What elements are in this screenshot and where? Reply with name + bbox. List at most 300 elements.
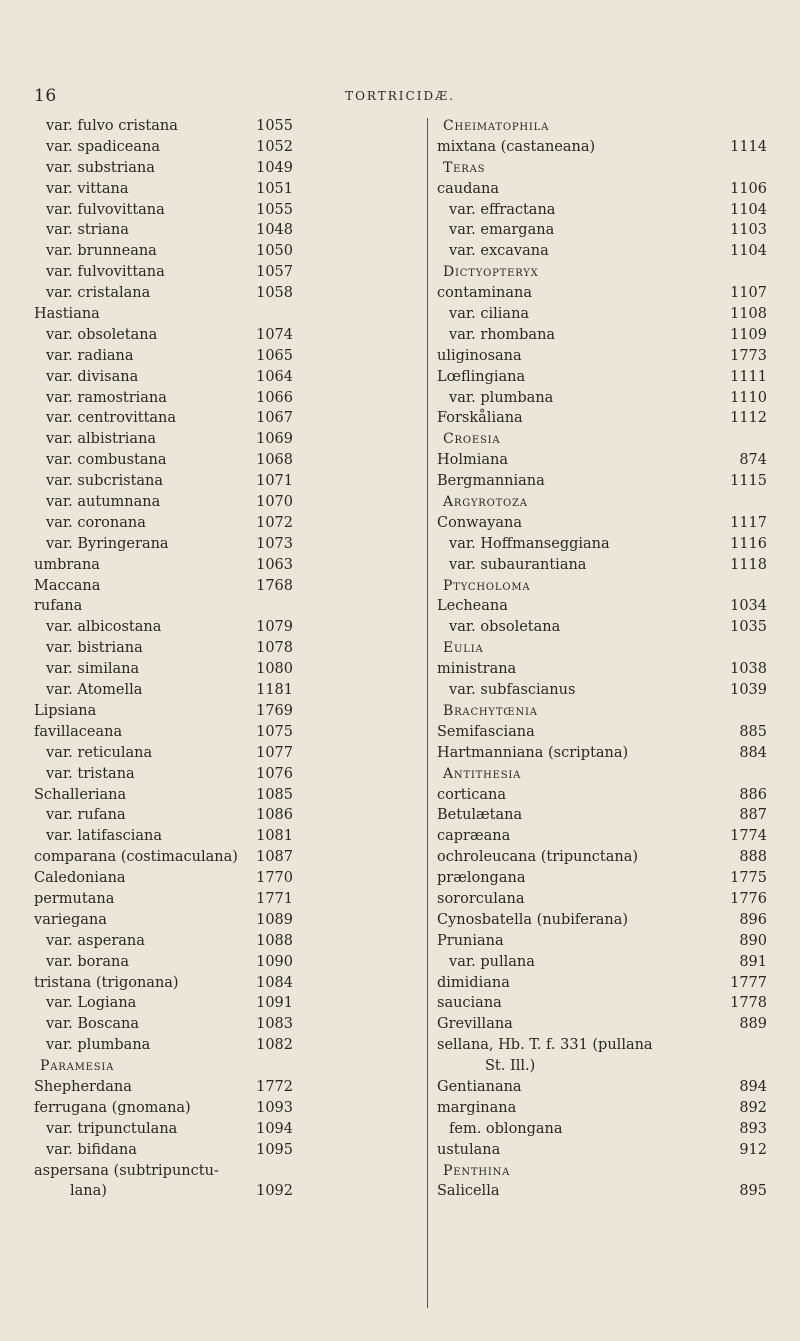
entry-number: 1038: [730, 661, 767, 678]
entry-name: Penthina: [443, 1162, 511, 1179]
index-entry: [437, 952, 767, 973]
genus-heading: [437, 429, 767, 450]
index-entry: [34, 1077, 424, 1098]
entry-name: Lœflingiana: [437, 368, 526, 385]
index-entry: [437, 1056, 767, 1077]
entry-number: 1091: [256, 995, 293, 1012]
entry-name: umbrana: [34, 556, 100, 573]
entry-number: 1069: [256, 431, 293, 448]
index-entry: [437, 973, 767, 994]
index-entry: [34, 367, 424, 388]
entry-number: 1075: [256, 723, 293, 740]
entry-number: 1078: [256, 640, 293, 657]
entry-name: var. Byringerana: [46, 535, 169, 552]
index-entry: [34, 283, 424, 304]
index-entry: [34, 910, 424, 931]
index-entry: [437, 534, 767, 555]
entry-name: var. subfascianus: [449, 682, 576, 699]
entry-name: var. fulvovittana: [46, 201, 165, 218]
entry-number: 890: [739, 932, 767, 949]
entry-name: Salicella: [437, 1183, 500, 1200]
entry-name: sauciana: [437, 995, 502, 1012]
index-entry: [437, 408, 767, 429]
entry-number: 894: [739, 1078, 767, 1095]
index-entry: [437, 450, 767, 471]
entry-number: 1052: [256, 138, 293, 155]
entry-name: Shepherdana: [34, 1078, 132, 1095]
entry-name: var. substriana: [46, 159, 155, 176]
index-entry: [34, 785, 424, 806]
entry-name: var. effractana: [449, 201, 556, 218]
index-entry: [34, 805, 424, 826]
index-entry: [34, 388, 424, 409]
entry-name: Lecheana: [437, 598, 508, 615]
index-entry: [34, 158, 424, 179]
right-index-column: [437, 116, 767, 1202]
entry-number: 895: [739, 1183, 767, 1200]
entry-name: comparana (costimaculana): [34, 849, 238, 866]
index-entry: [34, 868, 424, 889]
index-entry: [34, 680, 424, 701]
entry-name: rufana: [34, 598, 83, 615]
index-entry: [34, 200, 424, 221]
entry-number: 1039: [730, 682, 767, 699]
entry-number: 1088: [256, 932, 293, 949]
entry-number: 1048: [256, 222, 293, 239]
entry-number: 1111: [730, 368, 767, 385]
entry-number: 1055: [256, 201, 293, 218]
entry-number: 884: [739, 744, 767, 761]
index-entry: [437, 659, 767, 680]
index-entry: [34, 1161, 424, 1182]
index-entry: [34, 722, 424, 743]
index-entry: [34, 993, 424, 1014]
entry-number: 1773: [730, 347, 767, 364]
entry-name: var. coronana: [46, 514, 146, 531]
index-entry: [437, 889, 767, 910]
entry-name: mixtana (castaneana): [437, 138, 596, 155]
entry-number: 1107: [730, 285, 767, 302]
column-divider: [427, 118, 428, 1308]
entry-number: 1181: [256, 682, 293, 699]
entry-number: 1049: [256, 159, 293, 176]
index-entry: [437, 826, 767, 847]
genus-heading: [437, 764, 767, 785]
entry-number: 1058: [256, 285, 293, 302]
entry-number: 892: [739, 1099, 767, 1116]
index-entry: [437, 743, 767, 764]
entry-name: var. autumnana: [46, 494, 161, 511]
entry-number: 1114: [730, 138, 767, 155]
entry-number: 1094: [256, 1120, 293, 1137]
entry-number: 1073: [256, 535, 293, 552]
entry-name: lana): [70, 1183, 107, 1200]
entry-number: 1065: [256, 347, 293, 364]
entry-name: var. Atomella: [46, 682, 143, 699]
index-entry: [34, 304, 424, 325]
entry-number: 1089: [256, 911, 293, 928]
entry-number: 1068: [256, 452, 293, 469]
entry-name: Caledoniana: [34, 870, 126, 887]
entry-number: 888: [739, 849, 767, 866]
index-entry: [437, 1119, 767, 1140]
entry-number: 1050: [256, 243, 293, 260]
entry-number: 896: [739, 911, 767, 928]
entry-name: var. fulvovittana: [46, 264, 165, 281]
entry-name: Bergmanniana: [437, 473, 545, 490]
entry-name: uliginosana: [437, 347, 522, 364]
entry-number: 1077: [256, 744, 293, 761]
entry-name: var. rhombana: [449, 326, 556, 343]
entry-number: 1055: [256, 118, 293, 134]
index-entry: [34, 450, 424, 471]
entry-name: ferrugana (gnomana): [34, 1099, 191, 1116]
genus-heading: [437, 492, 767, 513]
entry-number: 1082: [256, 1037, 293, 1054]
entry-number: 1034: [730, 598, 767, 615]
index-entry: [437, 722, 767, 743]
entry-name: var. radiana: [46, 347, 134, 364]
entry-name: var. spadiceana: [46, 138, 161, 155]
entry-name: permutana: [34, 890, 115, 907]
entry-name: var. excavana: [449, 243, 549, 260]
entry-number: 1106: [730, 180, 767, 197]
entry-number: 1777: [730, 974, 767, 991]
index-entry: [34, 513, 424, 534]
index-entry: [437, 680, 767, 701]
index-entry: [437, 137, 767, 158]
entry-name: Paramesia: [40, 1058, 115, 1075]
entry-number: 1057: [256, 264, 293, 281]
entry-number: 889: [739, 1016, 767, 1033]
entry-name: Antithesia: [443, 765, 522, 782]
entry-name: Grevillana: [437, 1016, 513, 1033]
entry-name: aspersana (subtripunctu-: [34, 1162, 219, 1179]
entry-name: var. Boscana: [46, 1016, 139, 1033]
entry-number: 1095: [256, 1141, 293, 1158]
entry-name: Cynosbatella (nubiferana): [437, 911, 629, 928]
entry-name: ochroleucana (tripunctana): [437, 849, 639, 866]
index-entry: [437, 868, 767, 889]
entry-name: Conwayana: [437, 514, 523, 531]
entry-name: Lipsiana: [34, 702, 97, 719]
entry-name: var. similana: [46, 661, 140, 678]
index-entry: [437, 471, 767, 492]
entry-name: Croesia: [443, 431, 501, 448]
entry-number: 1776: [730, 890, 767, 907]
entry-number: 1775: [730, 870, 767, 887]
entry-name: var. rufana: [46, 807, 126, 824]
entry-name: Hastiana: [34, 306, 100, 323]
genus-heading: [437, 116, 767, 137]
index-entry: [34, 241, 424, 262]
index-entry: [437, 388, 767, 409]
entry-number: 1110: [730, 389, 767, 406]
index-entry: [34, 952, 424, 973]
index-entry: [34, 1014, 424, 1035]
genus-heading: [34, 1056, 424, 1077]
index-entry: [34, 1098, 424, 1119]
entry-name: var. centrovittana: [46, 410, 177, 427]
entry-name: variegana: [34, 911, 107, 928]
entry-name: ustulana: [437, 1141, 501, 1158]
entry-number: 1070: [256, 494, 293, 511]
entry-name: var. borana: [46, 953, 129, 970]
index-entry: [34, 262, 424, 283]
entry-number: 912: [739, 1141, 767, 1158]
entry-name: Teras: [443, 159, 486, 176]
entry-name: var. obsoletana: [449, 619, 561, 636]
index-entry: [34, 1140, 424, 1161]
entry-number: 1090: [256, 953, 293, 970]
entry-name: Betulætana: [437, 807, 523, 824]
entry-name: Schalleriana: [34, 786, 127, 803]
index-entry: [34, 137, 424, 158]
index-entry: [437, 220, 767, 241]
entry-number: 1115: [730, 473, 767, 490]
entry-number: 1035: [730, 619, 767, 636]
index-entry: [437, 555, 767, 576]
entry-name: St. Ill.): [485, 1058, 536, 1075]
entry-name: var. brunneana: [46, 243, 157, 260]
entry-name: Dictyopteryx: [443, 264, 539, 281]
entry-name: Pruniana: [437, 932, 504, 949]
index-entry: [437, 200, 767, 221]
index-entry: [437, 617, 767, 638]
entry-number: 885: [739, 723, 767, 740]
entry-name: Gentianana: [437, 1078, 522, 1095]
entry-number: 1104: [730, 201, 767, 218]
entry-number: 1116: [730, 535, 767, 552]
entry-number: 1771: [256, 890, 293, 907]
entry-name: prælongana: [437, 870, 526, 887]
entry-number: 1103: [730, 222, 767, 239]
entry-number: 1084: [256, 974, 293, 991]
entry-number: 1085: [256, 786, 293, 803]
index-entry: [437, 1035, 767, 1056]
index-entry: [34, 492, 424, 513]
index-entry: [34, 576, 424, 597]
index-entry: [34, 534, 424, 555]
index-entry: [437, 179, 767, 200]
index-entry: [437, 513, 767, 534]
entry-name: fem. oblongana: [449, 1120, 563, 1137]
entry-number: 1086: [256, 807, 293, 824]
entry-name: var. reticulana: [46, 744, 153, 761]
index-entry: [437, 346, 767, 367]
index-entry: [34, 555, 424, 576]
entry-number: 1117: [730, 514, 767, 531]
index-entry: [34, 743, 424, 764]
entry-name: caudana: [437, 180, 500, 197]
index-entry: [437, 596, 767, 617]
entry-name: ministrana: [437, 661, 517, 678]
entry-name: var. subcristana: [46, 473, 164, 490]
entry-name: marginana: [437, 1099, 517, 1116]
entry-name: Forskåliana: [437, 410, 523, 427]
running-title: TORTRICIDÆ.: [345, 89, 455, 103]
index-entry: [437, 367, 767, 388]
entry-name: Argyrotoza: [443, 494, 528, 511]
entry-name: var. pullana: [449, 953, 535, 970]
entry-number: 1083: [256, 1016, 293, 1033]
entry-name: var. subaurantiana: [449, 556, 587, 573]
entry-name: var. vittana: [46, 180, 129, 197]
entry-number: 1051: [256, 180, 293, 197]
index-entry: [437, 325, 767, 346]
entry-name: var. tristana: [46, 765, 135, 782]
entry-number: 1072: [256, 514, 293, 531]
entry-name: var. tripunctulana: [46, 1120, 178, 1137]
entry-name: tristana (trigonana): [34, 974, 179, 991]
index-entry: [34, 638, 424, 659]
index-entry: [34, 471, 424, 492]
entry-number: 1769: [256, 702, 293, 719]
entry-number: 1108: [730, 306, 767, 323]
genus-heading: [437, 701, 767, 722]
entry-name: var. asperana: [46, 932, 145, 949]
index-entry: [34, 116, 424, 137]
entry-number: 1118: [730, 556, 767, 573]
index-entry: [437, 1140, 767, 1161]
index-entry: [34, 617, 424, 638]
entry-name: var. latifasciana: [46, 828, 162, 845]
entry-name: var. ramostriana: [46, 389, 167, 406]
entry-number: 1093: [256, 1099, 293, 1116]
entry-number: 1109: [730, 326, 767, 343]
entry-name: favillaceana: [34, 723, 123, 740]
index-entry: [34, 179, 424, 200]
entry-name: var. Logiana: [46, 995, 137, 1012]
index-entry: [34, 889, 424, 910]
entry-number: 893: [739, 1120, 767, 1137]
index-entry: [34, 1119, 424, 1140]
entry-number: 1080: [256, 661, 293, 678]
entry-name: var. divisana: [46, 368, 139, 385]
entry-name: contaminana: [437, 285, 533, 302]
entry-name: var. fulvo cristana: [46, 118, 178, 134]
entry-name: Semifasciana: [437, 723, 535, 740]
entry-number: 1772: [256, 1078, 293, 1095]
entry-name: var. striana: [46, 222, 129, 239]
index-entry: [437, 993, 767, 1014]
index-entry: [437, 1098, 767, 1119]
index-entry: [437, 1181, 767, 1202]
entry-number: 1076: [256, 765, 293, 782]
entry-name: var. emargana: [449, 222, 555, 239]
entry-name: capræana: [437, 828, 511, 845]
entry-number: 1770: [256, 870, 293, 887]
entry-number: 874: [739, 452, 767, 469]
index-entry: [34, 1181, 424, 1202]
page-number: 16: [34, 86, 57, 106]
entry-number: 1112: [730, 410, 767, 427]
entry-name: var. albistriana: [46, 431, 157, 448]
genus-heading: [437, 158, 767, 179]
index-entry: [34, 1035, 424, 1056]
entry-name: var. bifidana: [46, 1141, 137, 1158]
entry-name: Ptycholoma: [443, 577, 531, 594]
index-entry: [437, 931, 767, 952]
index-entry: [34, 220, 424, 241]
left-index-column: [34, 116, 424, 1202]
index-entry: [437, 805, 767, 826]
entry-name: var. Hoffmanseggiana: [449, 535, 610, 552]
entry-number: 1774: [730, 828, 767, 845]
genus-heading: [437, 638, 767, 659]
entry-name: Eulia: [443, 640, 484, 657]
entry-number: 887: [739, 807, 767, 824]
entry-name: Cheimatophila: [443, 118, 550, 134]
index-entry: [34, 408, 424, 429]
entry-name: Hartmanniana (scriptana): [437, 744, 629, 761]
index-entry: [437, 241, 767, 262]
entry-number: 1079: [256, 619, 293, 636]
entry-name: var. plumbana: [46, 1037, 151, 1054]
index-entry: [437, 304, 767, 325]
index-entry: [34, 325, 424, 346]
entry-name: sellana, Hb. T. f. 331 (pullana: [437, 1037, 653, 1054]
entry-name: var. albicostana: [46, 619, 162, 636]
entry-number: 1087: [256, 849, 293, 866]
index-entry: [437, 785, 767, 806]
index-entry: [437, 910, 767, 931]
genus-heading: [437, 1161, 767, 1182]
entry-number: 1063: [256, 556, 293, 573]
index-entry: [34, 659, 424, 680]
index-entry: [34, 764, 424, 785]
entry-name: corticana: [437, 786, 506, 803]
entry-name: Brachytœnia: [443, 702, 538, 719]
entry-name: Maccana: [34, 577, 101, 594]
entry-number: 1066: [256, 389, 293, 406]
entry-name: var. obsoletana: [46, 326, 158, 343]
entry-number: 891: [739, 953, 767, 970]
entry-name: Holmiana: [437, 452, 509, 469]
index-entry: [34, 429, 424, 450]
entry-name: var. ciliana: [449, 306, 530, 323]
index-entry: [34, 847, 424, 868]
entry-name: var. cristalana: [46, 285, 151, 302]
index-entry: [437, 847, 767, 868]
entry-number: 1064: [256, 368, 293, 385]
index-entry: [34, 596, 424, 617]
entry-number: 1071: [256, 473, 293, 490]
index-entry: [34, 346, 424, 367]
index-entry: [437, 283, 767, 304]
entry-name: var. combustana: [46, 452, 167, 469]
entry-number: 1768: [256, 577, 293, 594]
index-entry: [34, 826, 424, 847]
index-entry: [437, 1014, 767, 1035]
index-entry: [34, 931, 424, 952]
entry-number: 1778: [730, 995, 767, 1012]
index-entry: [34, 701, 424, 722]
genus-heading: [437, 576, 767, 597]
entry-name: dimidiana: [437, 974, 510, 991]
entry-number: 1074: [256, 326, 293, 343]
index-entry: [34, 973, 424, 994]
entry-number: 1104: [730, 243, 767, 260]
entry-name: var. bistriana: [46, 640, 143, 657]
entry-number: 1067: [256, 410, 293, 427]
genus-heading: [437, 262, 767, 283]
index-entry: [437, 1077, 767, 1098]
entry-name: sororculana: [437, 890, 525, 907]
entry-number: 886: [739, 786, 767, 803]
entry-name: var. plumbana: [449, 389, 554, 406]
entry-number: 1092: [256, 1183, 293, 1200]
